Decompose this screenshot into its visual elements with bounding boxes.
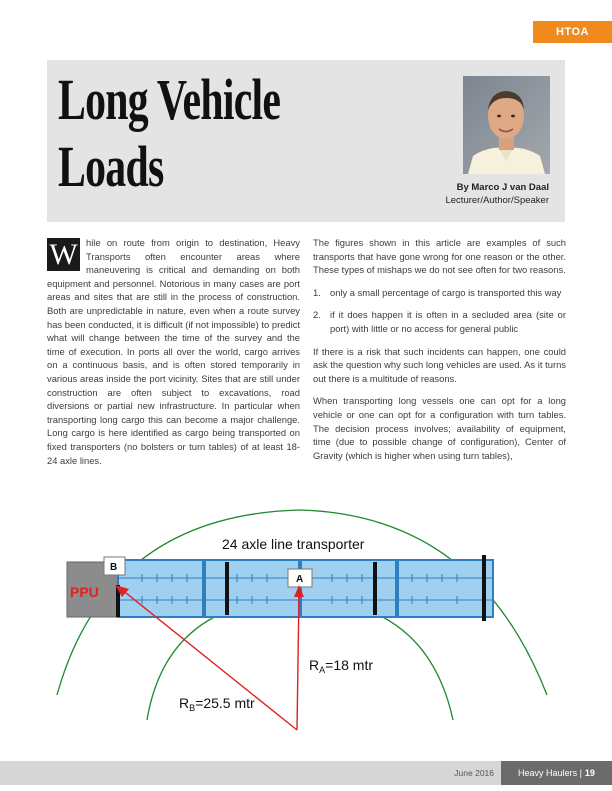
point-a-label: A [296, 574, 304, 585]
footer-publication [501, 761, 612, 785]
paragraph [47, 236, 300, 467]
author-portrait-image [463, 76, 550, 174]
list-item [313, 286, 566, 300]
point-b-label: B [110, 562, 118, 573]
paragraph: If there is a risk that such incidents can happen, one could ask the question why such long vehicles are used. As it turns out there is a multitude of reasons. [313, 345, 566, 384]
ppu-label: PPU [70, 584, 99, 600]
list-number: 2. [313, 309, 321, 321]
title-line-2: Loads [58, 134, 164, 199]
author-role: Lecturer/Author/Speaker [445, 195, 549, 206]
publication-name: Heavy Haulers | [518, 768, 582, 778]
reasons-list [313, 286, 566, 336]
title-line-1: Long Vehicle [58, 67, 281, 132]
drop-cap: W [47, 238, 80, 271]
paragraph: When transporting long vessels one can opt for a long vehicle or one can opt for a configuration with turn tables. The decision process involves; availability of equipment, time (due to possible change of configuration), Center of Gravity (which is higher when using turn tables), [313, 395, 566, 461]
list-text: only a small percentage of cargo is transported this way [330, 286, 562, 298]
list-text: if it does happen it is often in a secluded area (site or port) with little or no access for general public [330, 309, 566, 334]
author-byline [445, 181, 549, 207]
list-number: 1. [313, 286, 321, 298]
footer-date: June 2016 [454, 768, 494, 778]
radius-b-label: $R_B=25.5$ mtr [179, 695, 255, 713]
article-column-right [313, 236, 566, 471]
section-tag: HTOA [533, 21, 612, 43]
page-footer [0, 761, 612, 791]
list-item [313, 308, 566, 335]
turning-radius-diagram [47, 505, 565, 750]
transporter-title: 24 axle line transporter [222, 536, 365, 552]
radius-a-label: $R_A=18$ mtr [309, 657, 373, 675]
paragraph: The figures shown in this article are examples of such transports that have gone wrong for one reason or the other. These types of mishaps we do not see often for two reasons. [313, 237, 566, 276]
article-title [58, 66, 303, 200]
page-number: 19 [584, 768, 595, 778]
paragraph-text: hile on route from origin to destination, Heavy Transports often encounter areas where maneuvering is critical and demanding on both equipment and personnel. Notorious in many cases are port areas and sites that are still in the process of construction. Both are unpredictable in nature, even when a route survey has been conducted, it is difficult (if not impossible) to predict what will change between the time of the survey and the time of execution. In ports all over the world, cargo arrives on a continuous basis, and is often stored temporarily in various areas inside the port vicinity. Sites that are still under construction are often subject to excavations, road diversions or partial new infrastructure. In particular when transporting long cargo this can become a major challenge. Long cargo is here identified as cargo being transported on fixed transporters (no bolsters or turn tables) of at least 18-24 axle lines. [47, 237, 300, 466]
article-column-left [47, 236, 300, 476]
diagram-svg [47, 505, 565, 750]
author-photo [463, 76, 550, 174]
author-name: By Marco J van Daal [456, 182, 549, 193]
